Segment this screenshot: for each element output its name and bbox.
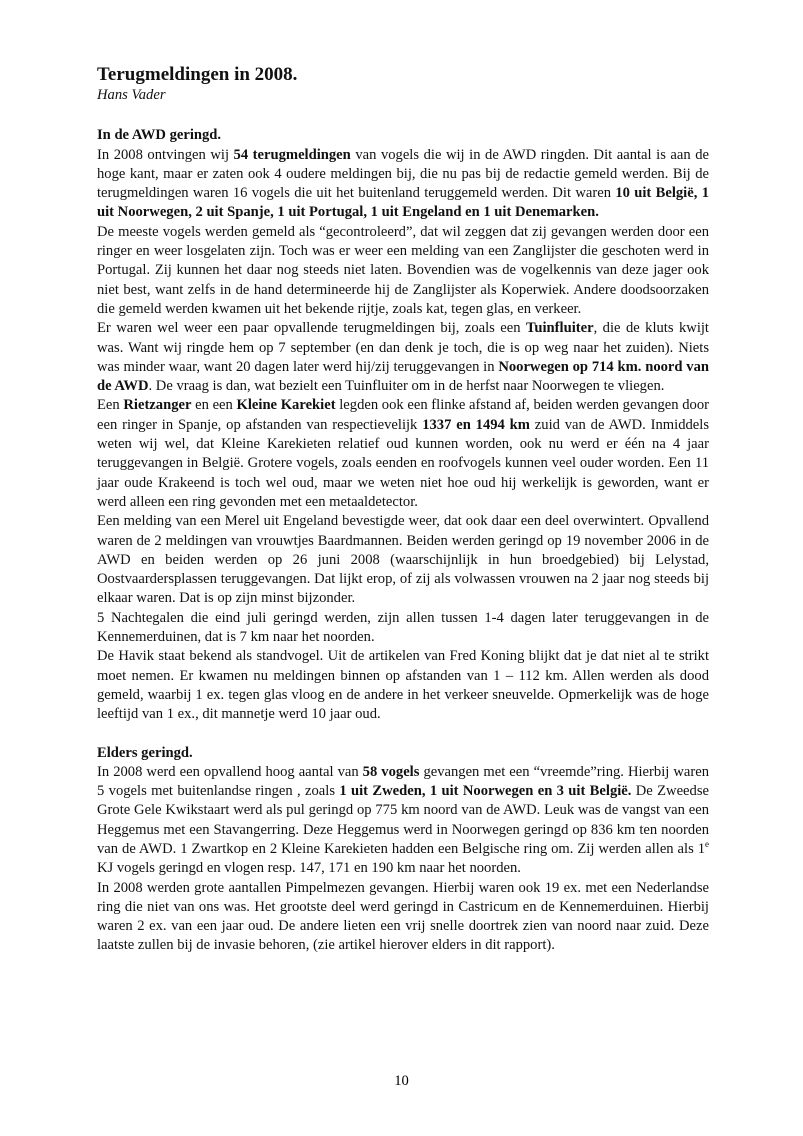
article-author: Hans Vader xyxy=(97,87,166,103)
text-run: De meeste vogels werden gemeld als “gecontroleerd”, dat wil zeggen dat zij gevangen werden door een ringer en weer losgelaten zijn. Toch was er weer een melding van een Zanglijster die geschoten werd in Portugal. Zij kunnen het daar nog steeds niet laten. Bovendien was de vogelkennis van deze jager ook niet best, want zelfs in de hand determineerde hij de Zanglijster als Koperwiek. Andere doodsoorzaken die gemeld werden kwamen uit het bekende rijtje, zoals kat, tegen glas, en verkeer. xyxy=(97,223,709,317)
paragraph xyxy=(97,512,709,608)
text-run: Een xyxy=(97,397,124,414)
bold-text: 1337 en 1494 km xyxy=(422,416,530,433)
article-title: Terugmeldingen in 2008. xyxy=(97,64,298,85)
bold-text: Noorwegen op 714 km. noord van de AWD xyxy=(97,358,709,395)
text-run: , die de kluts kwijt was. Want wij ringde hem op 7 september (en dan denk je toch, die is op weg naar het zuiden). Niets was minder waar, want 20 dagen later werd hij/zij teruggevangen in xyxy=(97,320,709,375)
text-run: Een melding van een Merel uit Engeland bevestigde weer, dat ook daar een deel overwintert. Opvallend waren de 2 meldingen van vrouwtjes Baardmannen. Beiden werden geringd op 19 november 2006 in de AWD en beiden werden op 26 juni 2008 (waarschijnlijk in hun broedgebied) bij Lelystad, Oostvaardersplassen teruggevangen. Dat lijkt erop, of zij als volwassen vrouwen na 2 jaar nog steeds bij elkaar waren. Dat is op zijn minst bijzonder. xyxy=(97,513,709,607)
text-run: In 2008 werden grote aantallen Pimpelmezen gevangen. Hierbij waren ook 19 ex. met een Nederlandse ring die niet van ons was. Het grootste deel werd geringd in Castricum en de Kennemerduinen. Hierbij waren 2 ex. van een jaar oud. De andere lieten een vrij snelle doortrek zien van noord naar zuid. Deze laatste zullen bij de invasie behoren, (zie artikel hierover elders in dit rapport). xyxy=(97,879,709,954)
text-run: legden ook een flinke afstand af, beiden werden gevangen door een ringer in Spanje, op afstanden van respectievelijk xyxy=(97,397,710,433)
text-run: en een xyxy=(191,397,237,414)
paragraph xyxy=(97,319,709,396)
text-run: van vogels die wij in de AWD ringden. Dit aantal is aan de hoge kant, maar er zaten ook 4 oudere meldingen bij, die nu pas bij de redactie gemeld werden. Bij de terugmeldingen waren 16 vogels die uit het buitenland teruggemeld werden. Dit waren xyxy=(97,146,709,202)
text-run: De Havik staat bekend als standvogel. Uit de artikelen van Fred Koning blijkt dat je dat niet al te strikt moet nemen. Er kwamen nu meldingen binnen op afstanden van 1 – 112 km. Allen werden als dood gemeld, waarbij 1 ex. tegen glas vloog en de andere in het verkeer sneuvelde. Opmerkelijk was de hoge leeftijd van 1 ex., dit mannetje werd 10 jaar oud. xyxy=(97,648,709,723)
text-run: . De vraag is dan, wat bezielt een Tuinfluiter om in de herfst naar Noorwegen te vliegen. xyxy=(148,378,665,395)
page-number: 10 xyxy=(394,1073,409,1089)
bold-text: 58 vogels xyxy=(362,763,420,780)
bold-text: Rietzanger xyxy=(123,397,192,414)
paragraph xyxy=(97,396,709,512)
bold-text: 1 uit Zweden, 1 uit Noorwegen en 3 uit België. xyxy=(339,783,632,800)
bold-text: Kleine Karekiet xyxy=(236,397,336,414)
paragraph xyxy=(97,879,709,956)
bold-text: 54 terugmeldingen xyxy=(233,146,351,163)
text-run: 5 Nachtegalen die eind juli geringd werden, zijn allen tussen 1-4 dagen later teruggevangen in de Kennemerduinen, dat is 7 km naar het noorden. xyxy=(97,609,709,646)
text-run: gevangen met een “vreemde”ring. Hierbij waren 5 vogels met buitenlandse ringen , zoals xyxy=(97,763,709,800)
paragraph xyxy=(97,647,709,724)
text-run: In 2008 ontvingen wij xyxy=(97,146,234,163)
paragraph xyxy=(97,146,709,223)
text-run: In 2008 werd een opvallend hoog aantal van xyxy=(97,763,363,780)
paragraph xyxy=(97,223,709,319)
text-run: De Zweedse Grote Gele Kwikstaart werd als pul geringd op 775 km noord van de AWD. Leuk was de vangst van een Heggemus met een Stavangerring. Deze Heggemus werd in Noorwegen geringd op 836 km ten noorden van de AWD. 1 Zwartkop en 2 Kleine Karekieten hadden een Belgische ring om. Zij werden allen als 1 xyxy=(97,783,709,857)
bold-text: Tuinfluiter xyxy=(525,320,594,337)
section-heading-awd: In de AWD geringd. xyxy=(97,127,222,144)
text-run: KJ vogels geringd en vlogen resp. 147, 171 en 190 km naar het noorden. xyxy=(97,860,521,877)
text-run: Er waren wel weer een paar opvallende terugmeldingen bij, zoals een xyxy=(97,320,526,337)
bold-text: 10 uit België, 1 uit Noorwegen, 2 uit Spanje, 1 uit Portugal, 1 uit Engeland en 1 uit Denemarken. xyxy=(97,185,709,221)
section-heading-elders: Elders geringd. xyxy=(97,744,193,761)
text-run: zuid van de AWD. Inmiddels weten wij wel, dat Kleine Karekieten relatief oud kunnen worden, ook nu werd er één na 4 jaar teruggevangen in België. Grotere vogels, zoals eenden en roofvogels kunnen veel ouder worden. Een 11 jaar oude Krakeend is toch wel oud, maar we weten niet hoe oud hij werkelijk is geworden, want er werd alleen een ring gevonden met een metaaldetector. xyxy=(97,416,710,510)
paragraph xyxy=(97,763,709,879)
paragraph xyxy=(97,609,709,648)
document-page xyxy=(97,64,709,956)
superscript-text: e xyxy=(705,839,709,850)
section-gap xyxy=(97,725,709,744)
